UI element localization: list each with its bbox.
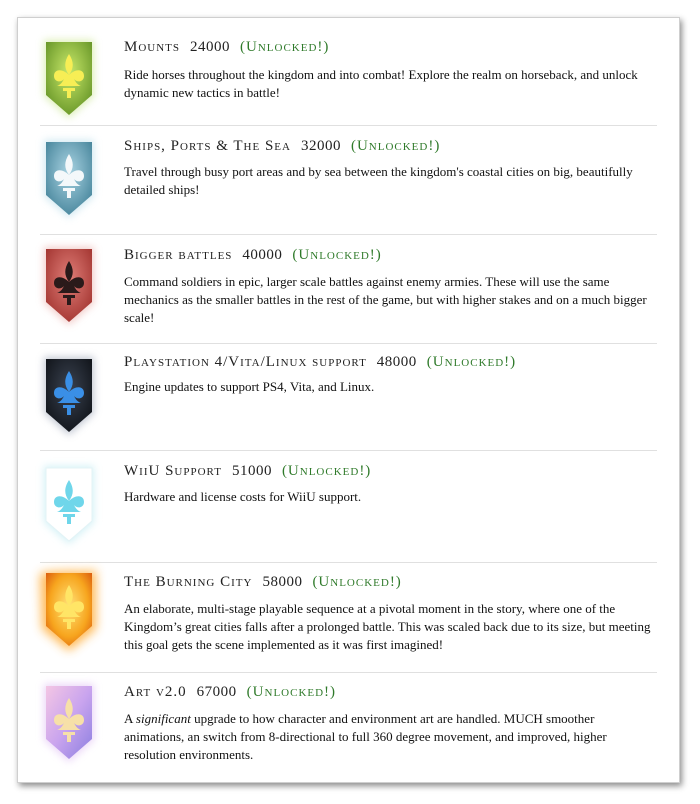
goal-title: Mounts	[124, 39, 181, 55]
goal-status: (Unlocked!)	[281, 463, 372, 479]
divider	[40, 125, 657, 126]
goal-amount: 24000	[190, 39, 231, 55]
fleur-de-lis-teal-shield-icon	[38, 138, 100, 220]
fleur-de-lis-red-shield-icon	[38, 245, 100, 327]
fleur-de-lis-black-shield-icon	[38, 355, 100, 437]
fleur-de-lis-green-shield-icon	[38, 38, 100, 120]
goal-description: Engine updates to support PS4, Vita, and Linux.	[124, 379, 375, 394]
divider	[40, 450, 657, 451]
divider	[40, 562, 657, 563]
divider	[40, 234, 657, 235]
goal-title-row	[124, 684, 336, 701]
goal-amount: 40000	[242, 247, 283, 263]
goal-description: Ride horses throughout the kingdom and into combat! Explore the realm on horseback, and unlock dynamic new tactics in battle!	[124, 67, 638, 100]
goal-description: An elaborate, multi-stage playable sequence at a pivotal moment in the story, where one of the Kingdom’s great cities falls after a prolonged battle. This was scaled back due to its size, but meeting this goal gets the scene implemented as it was first imagined!	[124, 601, 651, 652]
divider	[40, 343, 657, 344]
goal-title-row	[124, 39, 329, 56]
goal-amount: 51000	[231, 463, 272, 479]
goal-title-row	[124, 574, 402, 591]
goal-status: (Unlocked!)	[292, 247, 382, 263]
divider	[40, 672, 657, 673]
goal-status: (Unlocked!)	[350, 138, 441, 154]
goal-description	[124, 710, 656, 764]
goal-status: (Unlocked!)	[240, 39, 330, 55]
fleur-de-lis-violet-shield-icon	[38, 682, 100, 764]
goal-amount: 67000	[196, 684, 237, 700]
fleur-de-lis-white-shield-icon	[38, 464, 100, 546]
goal-title: The Burning City	[124, 574, 253, 590]
goal-title-row	[124, 247, 382, 264]
goal-status: (Unlocked!)	[426, 354, 517, 370]
goal-description-rest: upgrade to how character and environment art are handled. MUCH smoother animations, an switch from 8-directional to full 360 degree movement, and improved, higher resolution environments.	[124, 711, 607, 762]
stretch-goals-panel	[17, 17, 680, 783]
goal-title: Bigger battles	[124, 247, 233, 263]
goal-title-row	[124, 138, 440, 155]
fleur-de-lis-flaming-shield-icon	[38, 569, 100, 651]
goal-description: Travel through busy port areas and by sea between the kingdom's coastal cities on big, beautifully detailed ships!	[124, 164, 633, 197]
goal-amount: 32000	[300, 138, 341, 154]
goal-title: Ships, Ports & The Sea	[124, 138, 291, 154]
goal-title: WiiU Support	[124, 463, 222, 479]
goal-title: Art v2.0	[124, 684, 187, 700]
goal-description: Command soldiers in epic, larger scale battles against enemy armies. These will use the same mechanics as the smaller battles in the rest of the game, but with higher stakes and on a much bigger scale!	[124, 274, 647, 325]
goal-description-prefix: A	[124, 711, 136, 726]
goal-amount: 48000	[376, 354, 417, 370]
goal-amount: 58000	[262, 574, 303, 590]
goal-status: (Unlocked!)	[312, 574, 402, 590]
goal-description-emphasis: significant	[135, 711, 191, 726]
goal-title-row	[124, 463, 371, 480]
goal-title: Playstation 4/Vita/Linux support	[124, 354, 367, 370]
goal-status: (Unlocked!)	[246, 684, 337, 700]
goal-description: Hardware and license costs for WiiU support.	[124, 489, 362, 504]
goal-title-row	[124, 354, 516, 371]
